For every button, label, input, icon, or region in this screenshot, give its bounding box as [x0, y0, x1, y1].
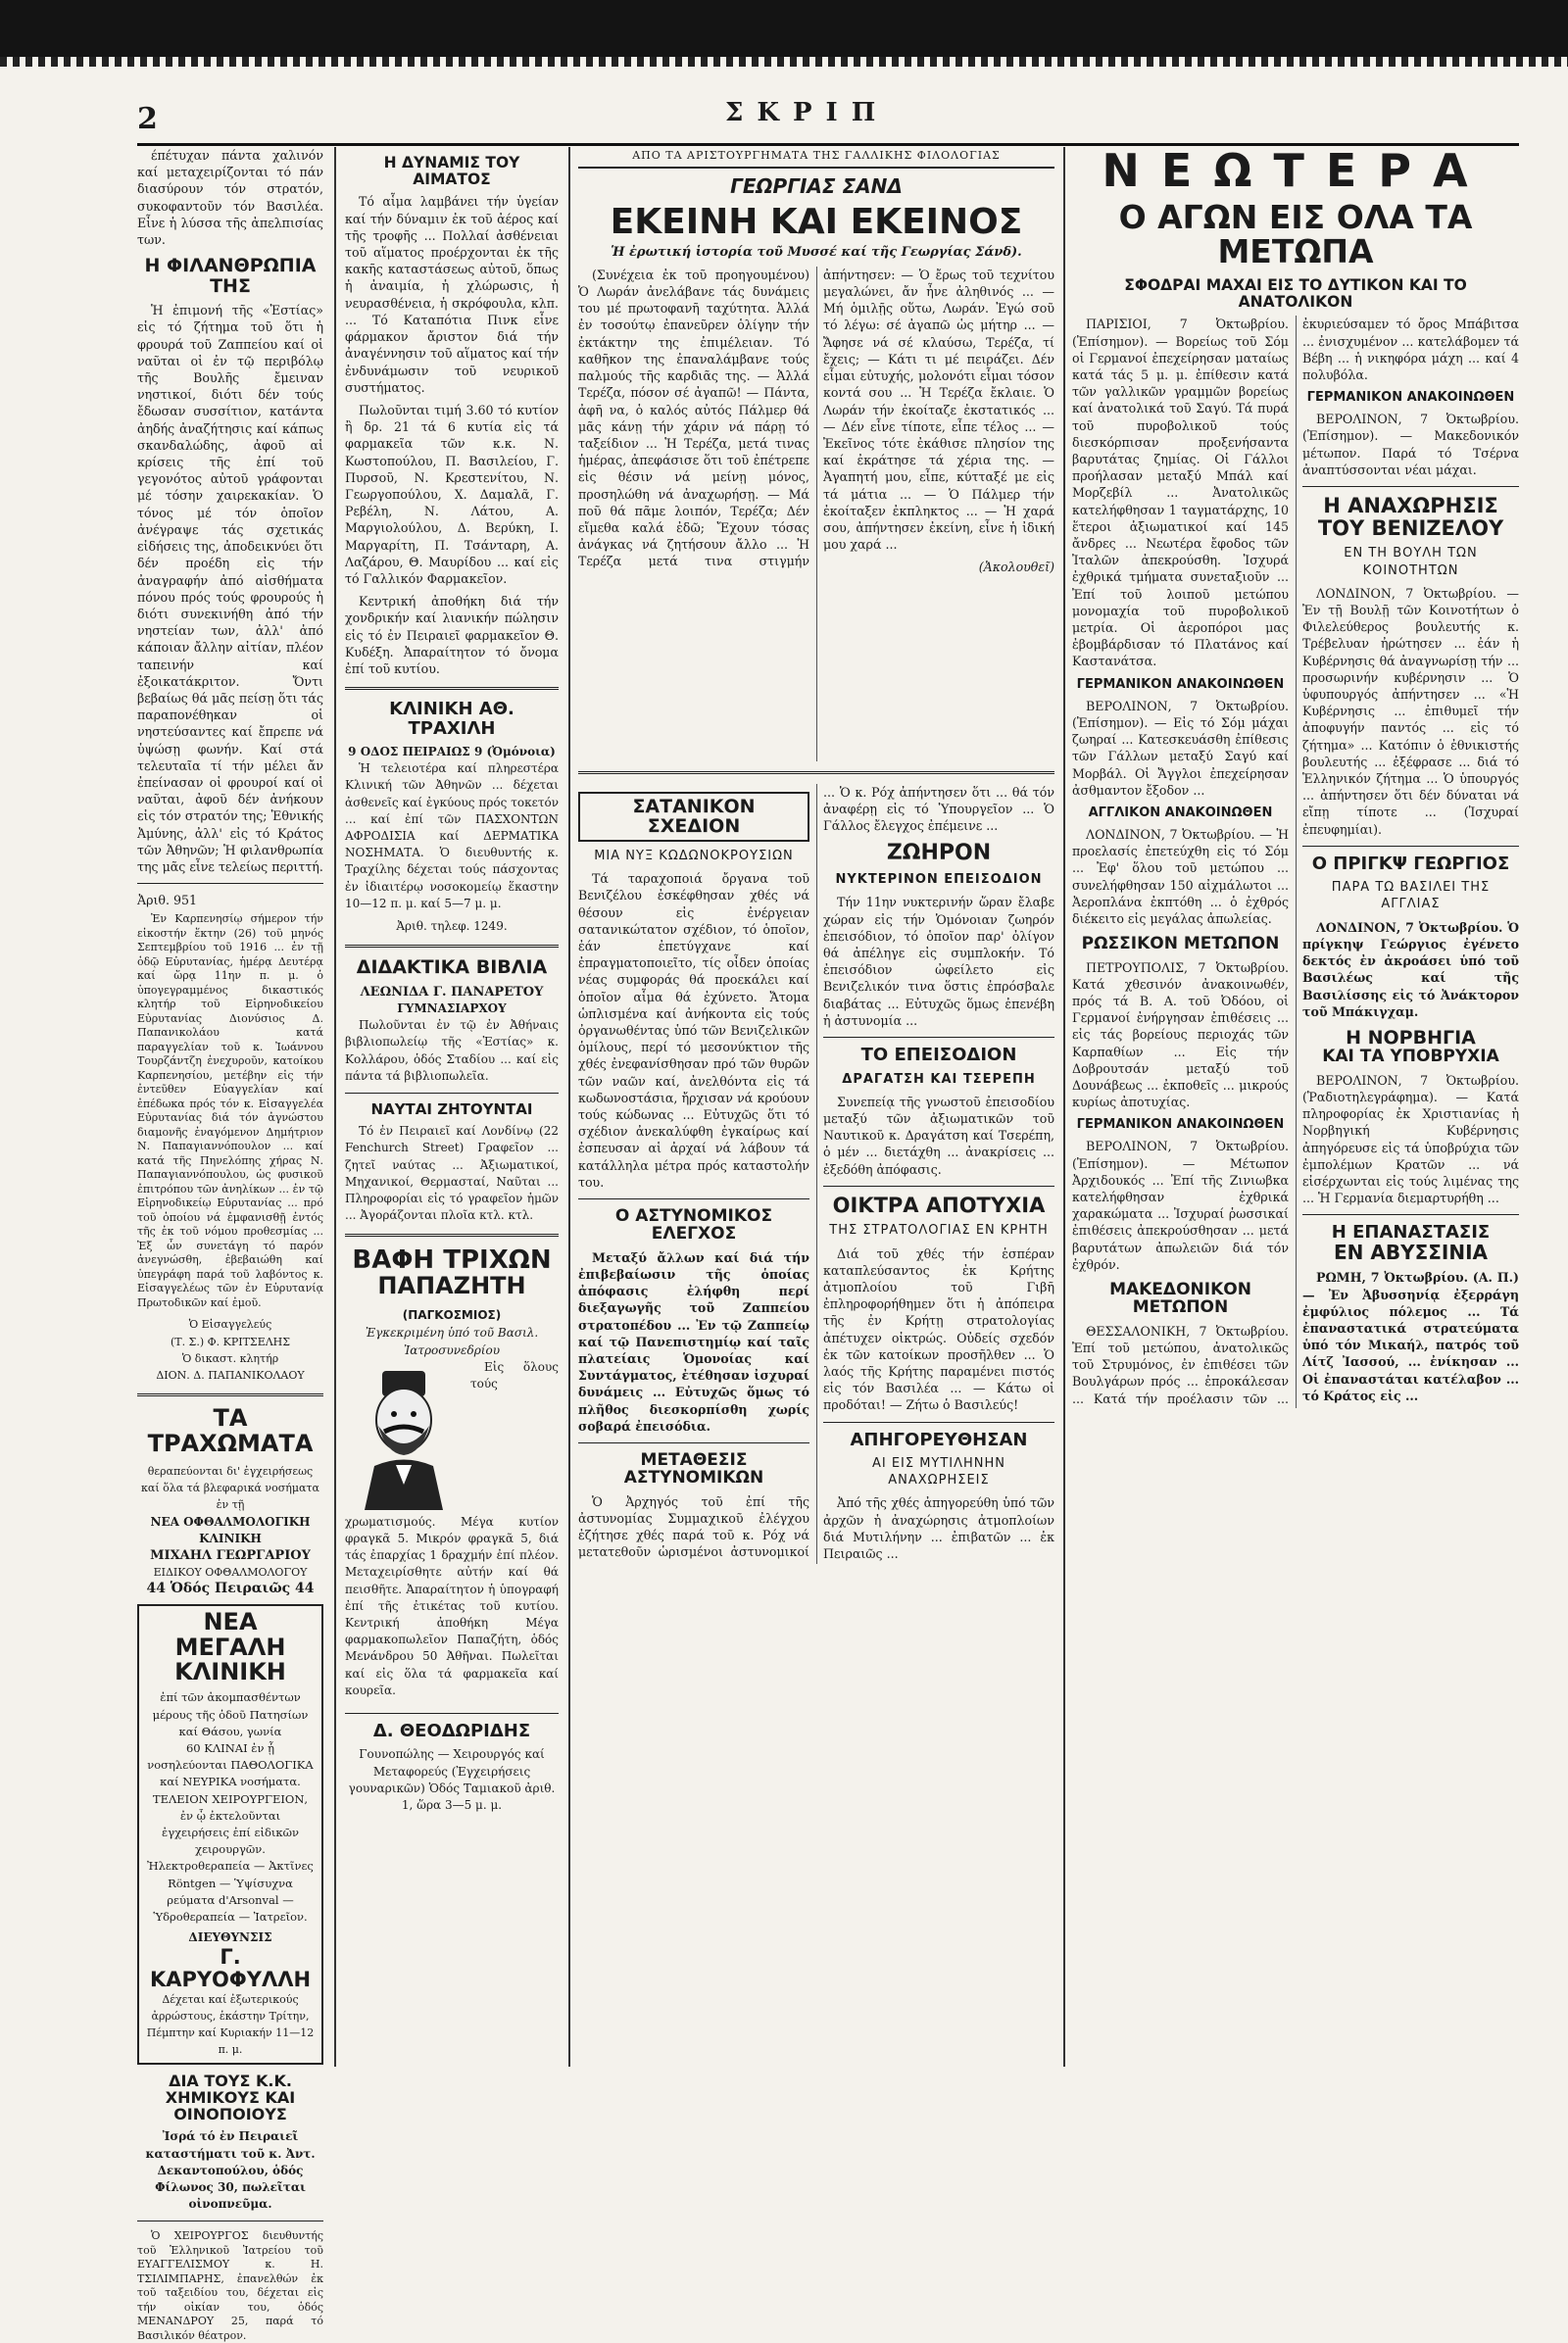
ban-body: Ἀπό τῆς χθές ἀπηγορεύθη ὑπό τῶν ἀρχῶν ἡ ἀναχώρησις ἀτμοπλοίων διά Μυτιλήνην ... ἐπιβατῶν ... ἐκ Πειραιῶς ...	[823, 1495, 1054, 1562]
trachomata-doctor: ΜΙΧΑΗΛ ΓΕΩΡΓΑΡΙΟΥ	[150, 1548, 311, 1563]
philanthropy-title: Η ΦΙΛΑΝΘΡΩΠΙΑ ΤΗΣ	[144, 255, 317, 297]
philanthropy-body: Ἡ ἐπιμονή τῆς «Ἑστίας» εἰς τό ζήτημα τοῦ ὅτι ἡ φρουρά τοῦ Ζαππείου καί οἱ ναῦται οἱ ἐν τῷ περιβόλῳ τῆς Βουλῆς ἔμειναν νηστικοί, διότι δέν τούς ἔδωσαν συσσίτιον, κατάντα ἀηδής ἀναζήτησις καί κάπως σκανδαλώδης, ἀφοῦ αἱ κρίσεις τῆς ἐπί τοῦ γεγονότος αὐτοῦ γράφονται μέ τόσην χαιρεκακίαν. Ὁ τόνος μέ τόν ὁποῖον ἀνέγραψε τάς σχετικάς εἰδήσεις της, ἀποδεικνύει ὅτι δέν προέδη εἰς τήν ἀναγραφήν ἀπό αἰσθήματα πόνου πρός τούς φρουρούς ἡ διότι συνεκινήθη ἀπό τήν νηστείαν των, ἀλλ' ἀπό κάποιαν ἄλλην αἰτίαν, πλέον ταπεινήν καί ἐξοικατάκριτον. Ὄντι βεβαίως θά μᾶς πείσῃ ὅτι τάς παραπονέθηκαν οἱ νηστεύσαντες καί ἔπρεπε νά ὑψώσῃ φωνήν. Καί στά τελευταῖα τί τήν μέλει ἄν ἐπείνασαν οἱ φρουροί καί οἱ ναῦται, ἀφοῦ δέν ἀνήκουν εἰς τόν στρατόν της; Ἐθνικής Ἀμύνης, ἀλλ' εἰς τό Κράτος τῶν Ἀθηνῶν; Ἡ φιλανθρωπία της μᾶς εἶνε τελείως περιττή.	[137, 303, 323, 874]
departure-subtitle: ΕΝ ΤΗ ΒΟΥΛΗ ΤΩΝ ΚΟΙΝΟΤΗΤΩΝ	[1344, 546, 1478, 578]
serial-continued: (Ἀκολουθεῖ)	[978, 560, 1054, 575]
paper-name: ΣΚΡΙΠ	[725, 98, 890, 127]
furrier-body: Γουνοπώλης — Χειρουργός καί Μεταφορεύς (Ἐγχειρήσεις γουναρικῶν) Ὁδός Ταμιακοῦ ἀριθ. 1, ὥρα 3—5 μ. μ.	[348, 1747, 556, 1812]
departure-title: Η ΑΝΑΧΩΡΗΣΙΣ	[1323, 494, 1498, 518]
page-number: 2	[137, 102, 158, 136]
trachomata-address: 44 Ὁδός Πειραιῶς 44	[146, 1581, 315, 1597]
departure-title-2: ΤΟΥ ΒΕΝΙΖΕΛΟΥ	[1317, 515, 1504, 540]
english-title: ΑΓΓΛΙΚΟΝ ΑΝΑΚΟΙΝΩΘΕΝ	[1088, 805, 1273, 820]
column-1	[137, 147, 323, 2342]
notice-sig2: ΔΙΟΝ. Δ. ΠΑΠΑΝΙΚΟΛΑΟΥ	[156, 1368, 305, 1382]
divider	[345, 1093, 559, 1094]
satanic-title: ΣΑΤΑΝΙΚΟΝ ΣΧΕΔΙΟΝ	[578, 792, 809, 842]
clinic-hours: Δέχεται καί ἐξωτερικούς ἀρρώστους, ἑκάστην Τρίτην, Πέμπτην καί Κυριακήν 11—12 π. μ.	[146, 1992, 315, 2057]
abyssinia-body: ΡΩΜΗ, 7 Ὀκτωβρίου. (Α. Π.) — Ἐν Ἀβυσσηνίᾳ ἐξερράγη ἐμφύλιος πόλεμος ... Τά ἐπαναστατικά στρατεύματα ὑπό τόν Μικαήλ, πατρός τοῦ Λίτζ Ἰασσού, ... ἐνίκησαν ... Οἱ ἐπαναστάται κατέλαβον ... τό Κράτος εἰς ...	[1302, 1270, 1519, 1403]
divider	[1302, 486, 1519, 487]
divider	[578, 1442, 809, 1443]
crete-title: ΟΙΚΤΡΑ ΑΠΟΤΥΧΙΑ	[832, 1193, 1046, 1217]
serial-subtitle: Ἡ ἐρωτική ἱστορία τοῦ Μυσσέ καί τῆς Γεωργίας Σάνδ).	[611, 244, 1022, 260]
blood-sale: Πωλοῦνται τιμή 3.60 τό κυτίον ἢ δρ. 21 τά 6 κυτία εἰς τά φαρμακεῖα τῶν κ.κ. Ν. Κωστοπούλου, Π. Βασιλείου, Γ. Πυρσοῦ, Ν. Κρεστενίτου, Ν. Γεωργοπούλου, Χ. Δαμαλᾶ, Γ. Ρεβέλη, Ν. Λάτου, Α. Μαργιολούλου, Δ. Βερύκη, Ι. Μαργαρίτη, Π. Τσάνταρη, Α. Λαζάρου, Θ. Μαυρίδου ... καί εἰς τό Γαλλικόν Φαρμακεῖον.	[345, 402, 559, 586]
hair-dye-author-name: ΠΑΠΑΖΗΤΗ	[377, 1272, 526, 1300]
departure-body: ΛΟΝΔΙΝΟΝ, 7 Ὀκτωβρίου. — Ἐν τῇ Βουλῇ τῶν Κοινοτήτων ὁ Φιλελεύθερος βουλευτής κ. Τρέβελυαν ἠρώτησεν ... ἐάν ἡ Κυβέρνησις θά ἀναγνωρίσῃ τήν ... προσωρινήν κυβέρνησιν ... Ὁ ὑφυπουργός ἀπήντησεν ... «Ἡ Κυβέρνησις ... ἐπιθυμεῖ τήν ἀποφυγήν παντός ... εἰς τό ζήτημα» ... Κατόπιν ὁ ἐθνικιστής βουλευτής ... ἐξέφρασε ... διά τό Ἑλληνικόν ζήτημα ... Ὁ ὑπουργός ... ἀπήντησεν ὅτι δέν δύναται νά εἴπῃ τίποτε ... (Ἰσχυραί ἐπευφημίαι).	[1302, 585, 1519, 837]
clinic-director-label: ΔΙΕΥΘΥΝΣΙΣ	[188, 1930, 272, 1945]
masthead	[137, 94, 1519, 146]
crete-body: Διά τοῦ χθές τήν ἑσπέραν καταπλεύσαντος ἐκ Κρήτης ἀτμοπλοίου τοῦ Γιβῆ ἐπληροφορήθημεν ὅτι ἡ ἀπόπειρα τῆς ἐν Κρήτῃ στρατολογίας ἀπέτυχεν οἰκτρώς. Οὐδείς σχεδόν ἐκ τῶν κατοίκων προσῆλθεν ... Ὁ λαός τῆς Κρήτης παραμένει πιστός εἰς τόν Βασιλέα ... — Κάτω οἱ προδόται! — Ζήτω ὁ Βασιλεύς!	[823, 1245, 1054, 1413]
night-subtitle: ΝΥΚΤΕΡΙΝΟΝ ΕΠΕΙΣΟΔΙΟΝ	[835, 872, 1043, 888]
trachili-address: 9 ΟΔΟΣ ΠΕΙΡΑΙΩΣ 9 (Ὀμόνοια)	[348, 745, 556, 759]
clinic-surgery: ΤΕΛΕΙΟΝ ΧΕΙΡΟΥΡΓΕΙΟΝ, ἐν ᾧ ἐκτελοῦνται ἐγχειρήσεις ἐπί εἰδικῶν χειρουργῶν.	[152, 1791, 309, 1857]
german3-title: ΓΕΡΜΑΝΙΚΟΝ ΑΝΑΚΟΙΝΩΘΕΝ	[1306, 390, 1515, 406]
hair-dye-title: ΒΑΦΗ ΤΡΙΧΩΝ	[352, 1245, 552, 1276]
trachomata-body: θεραπεύονται δι' ἐγχειρήσεως καί ὅλα τά βλεφαρικά νοσήματα ἐν τῇ	[141, 1464, 319, 1512]
notice-number: Ἀριθ. 951	[137, 893, 198, 908]
books-role: ΓΥΜΝΑΣΙΑΡΧΟΥ	[397, 1001, 507, 1015]
clinic-title-1: ΝΕΑ	[203, 1607, 258, 1635]
episode-subtitle: ΔΡΑΓΑΤΣΗ ΚΑΙ ΤΣΕΡΕΠΗ	[842, 1071, 1036, 1087]
trachomata-role: ΕΙΔΙΚΟΥ ΟΦΘΑΛΜΟΛΟΓΟΥ	[153, 1566, 308, 1580]
trachili-tel: Ἀριθ. τηλεφ. 1249.	[396, 919, 508, 934]
abyssinia-title-2: ΕΝ ΑΒΥΣΣΙΝΙΑ	[1334, 1240, 1488, 1264]
surgeon-notice: Ὁ ΧΕΙΡΟΥΡΓΟΣ διευθυντής τοῦ Ἑλληνικοῦ Ἰατρείου τοῦ ΕΥΑΓΓΕΛΙΣΜΟΥ κ. Η. ΤΣΙΛΙΜΠΑΡΗΣ, ἐπανελθών ἐκ τοῦ ταξειδίου του, δέχεται εἰς τήν οἰκίαν του, ὁδός ΜΕΝΑΝΔΡΟΥ 25, παρά τό Βασιλικόν θέατρον.	[137, 2229, 323, 2342]
books-title: ΔΙΔΑΚΤΙΚΑ ΒΙΒΛΙΑ	[356, 956, 548, 979]
man-portrait-illustration	[345, 1363, 463, 1510]
blood-body: Τό αἷμα λαμβάνει τήν ὑγείαν καί τήν δύναμιν ἐκ τοῦ ἀέρος καί τῆς τροφῆς ... Πολλαί ἀσθένειαι τοῦ αἵματος προέρχονται ἐκ τῆς κακῆς καταστάσεως αὐτοῦ, ὅπως ἡ ἀναιμία, ἡ χλώρωσις, ἡ νευρασθένεια, ἡ σκρόφουλα, κλπ. ... Τό Καταπότια Πινκ εἶνε φάρμακον ἄριστον διά τήν ἀναγέννησιν τοῦ αἵματος καί τήν ἐνδυνάμωσιν τοῦ νευρικοῦ συστήματος.	[345, 194, 559, 395]
norway-subtitle: ΚΑΙ ΤΑ ΥΠΟΒΡΥΧΙΑ	[1322, 1047, 1499, 1067]
hair-dye-author	[345, 1274, 559, 1325]
news-columns	[1072, 316, 1519, 1408]
section-label: ΑΠΟ ΤΑ ΑΡΙΣΤΟΥΡΓΗΜΑΤΑ ΤΗΣ ΓΑΛΛΙΚΗΣ ΦΙΛΟΛΟΓΙΑΣ	[578, 147, 1054, 169]
column-3	[578, 147, 1054, 2067]
clinic-title-2: ΜΕΓΑΛΗ ΚΛΙΝΙΚΗ	[174, 1633, 286, 1686]
hair-dye-author-note: (ΠΑΓΚΟΣΜΙΟΣ)	[402, 1308, 502, 1323]
divider	[578, 771, 1054, 774]
german-body: ΒΕΡΟΛΙΝΟΝ, 7 Ὀκτωβρίου. (Ἐπίσημον). — Εἰς τό Σόμ μάχαι ζωηραί ... Κατεσκευάσθη ἐπίθεσις τῶν Γάλλων μεταξύ Σαγύ καί Μορβάλ. Οἱ Ἄγγλοι ἐπεχείρησαν ἀσθμαντον ἔξοδον ...	[1072, 698, 1289, 798]
clinic-electro: Ἠλεκτροθεραπεία — Ἀκτῖνες Röntgen — Ὑψίσυχνα ρεύματα d'Arsonval — Ὑδροθεραπεία — Ἰατρεῖον.	[147, 1859, 314, 1924]
serial-title: ΕΚΕΙΝΗ ΚΑΙ ΕΚΕΙΝΟΣ	[610, 201, 1023, 242]
notice-sig-label: Ὁ Εἰσαγγελεύς	[188, 1318, 272, 1332]
dark-scan-border	[0, 0, 1568, 61]
hair-dye-sub: Ἐγκεκριμένη ὑπό τοῦ Βασιλ. Ἰατροσυνεδρίου	[365, 1326, 539, 1357]
divider	[823, 1186, 1054, 1187]
column-divider	[334, 147, 336, 2067]
russian-body: ΠΕΤΡΟΥΠΟΛΙΣ, 7 Ὀκτωβρίου. Κατά χθεσινόν ἀνακοινωθέν, πρός τά Β. Α. τοῦ Ὀδόου, οἱ Γερμανοί ἐνήργησαν ἐπιθέσεις ... εἰς τάς βορείους περιοχάς τῶν Καρπαθίων ... Εἰς τήν Δοβρουτσάν μεταξύ τοῦ Δουνάβεως ... ἐκποθεῖς ... μικρούς κυρίως ἀποτυχίας.	[1072, 959, 1289, 1110]
divider	[137, 1393, 323, 1396]
transfer-body: Ὁ Ἀρχηγός τοῦ ἐπί τῆς ἀστυνομίας Συμμαχικοῦ ἐλέγχου ἐζήτησε χθές παρά τοῦ κ. Ρόχ νά μετατεθοῦν ὡρισμένοι ἀστυνομικοί ... Ὁ κ. Ρόχ ἀπήντησεν ὅτι ... θά τόν ἀναφέρῃ εἰς τό Ὑπουργεῖον ... Ὁ Γάλλος ἔλεγχος ἐπέμεινε ...	[578, 784, 1054, 1560]
police-body: Μεταξύ ἄλλων καί διά τήν ἐπιβεβαίωσιν τῆς ὁποίας ἀπόφασις ἐλήφθη περί διεξαγωγῆς τοῦ Ζαππείου στρατοπέδου ... Ἐν τῷ Ζαππείῳ καί τῷ Πανεπιστημίῳ καί ταῖς πλατείαις Ὁμονοίας καί Συντάγματος, ἐτέθησαν ἰσχυραί δυνάμεις ... Εὐτυχῶς ὅμως τό πλῆθος διεσκορπίσθη χωρίς σοβαρά ἐπεισόδια.	[578, 1249, 809, 1434]
satanic-subtitle: ΜΙΑ ΝΥΞ ΚΩΔΩΝΟΚΡΟΥΣΙΩΝ	[594, 848, 794, 863]
divider	[345, 1234, 559, 1237]
divider	[1302, 846, 1519, 847]
prince-title: Ο ΠΡΙΓΚΨ ΓΕΩΡΓΙΟΣ	[1311, 853, 1510, 874]
norway-body: ΒΕΡΟΛΙΝΟΝ, 7 Ὀκτωβρίου. (Ῥαδιοτηλεγράφημα). — Κατά πληροφορίας ἐκ Χριστιανίας ἡ Νορβηγική Κυβέρνησις ἀπηγόρευσε εἰς τά ὑποβρύχια τῶν ἐμπολέμων Κρατῶν ... νά εἰσέρχωνται εἰς τούς λιμένας της ... Ἡ Γερμανία διεμαρτυρήθη ...	[1302, 1072, 1519, 1206]
english-body: ΛΟΝΔΙΝΟΝ, 7 Ὀκτωβρίου. — Ἡ προελασίς ἐπετεύχθη εἰς τό Σόμ ... Ἐφ' ὅλου τοῦ μετώπου ... συνελήφθησαν 150 αἰχμάλωτοι ... Ἀεροπλάνα ἐκπτόθη ... ὁ ἐχθρός διέκειτο εἰς μεγάλας ἀπωλείας.	[1072, 826, 1289, 926]
divider	[823, 1422, 1054, 1423]
german-title: ΓΕΡΜΑΝΙΚΟΝ ΑΝΑΚΟΙΝΩΘΕΝ	[1076, 676, 1285, 692]
abyssinia-title: Η ΕΠΑΝΑΣΤΑΣΙΣ	[1331, 1222, 1491, 1244]
episode-body: Συνεπείᾳ τῆς γνωστοῦ ἐπεισοδίου μεταξύ τῶν ἀξιωματικῶν τοῦ Ναυτικοῦ κ. Δραγάτση καί Τσερέπη, ὁ μέν ... διετάχθη ... ἀνακρίσεις ... ἐξεδόθη ἀπόφασις.	[823, 1094, 1054, 1177]
ban-subtitle: ΑΙ ΕΙΣ ΜΥΤΙΛΗΝΗΝ ΑΝΑΧΩΡΗΣΕΙΣ	[871, 1456, 1006, 1489]
prince-body: ΛΟΝΔΙΝΟΝ, 7 Ὀκτωβρίου. Ὁ πρίγκηψ Γεώργιος ἐγένετο δεκτός ἐν ἀκροάσει ὑπό τοῦ Βασιλέως καί τῆς Βασιλίσσης εἰς τό Ἀνάκτορον τοῦ Μπάκιγχαμ.	[1302, 919, 1519, 1019]
divider	[137, 883, 323, 884]
transfer-title: ΜΕΤΑΘΕΣΙΣ ΑΣΤΥΝΟΜΙΚΩΝ	[623, 1449, 764, 1489]
clinic-body: ἐπί τῶν ἀκομπασθέντων μέρους τῆς ὁδοῦ Πατησίων καί Θάσου, γωνία	[152, 1690, 309, 1738]
night-title: ΖΩΗΡΟΝ	[886, 841, 992, 866]
furrier-title: Δ. ΘΕΟΔΩΡΙΔΗΣ	[372, 1720, 531, 1741]
column-2	[345, 147, 559, 2067]
night-body: Τήν 11ην νυκτερινήν ὥραν ἔλαβε χώραν εἰς τήν Ὁμόνοιαν ζωηρόν ἐπεισόδιον, τό ὁποῖον παρ' ὀλίγον θά ἀπέληγε εἰς συμπλοκήν. Τό ἐπεισόδιον ὠφείλετο εἰς Βενιζελικόν τινα ὅστις ἐπρόσβαλε διαβάτας ... Εὐτυχῶς ὅμως ἐπενέβη ἡ ἀστυνομία ...	[823, 895, 1054, 1028]
police-title: Ο ΑΣΤΥΝΟΜΙΚΟΣ ΕΛΕΓΧΟΣ	[614, 1205, 773, 1245]
front-body: ΠΑΡΙΣΙΟΙ, 7 Ὀκτωβρίου. (Ἐπίσημον). — Βορείως τοῦ Σόμ οἱ Γερμανοί ἐπεχείρησαν ματαίως κατά τάς 5 μ. μ. ἐπίθεσιν κατά τῶν γαλλικῶν γραμμῶν βορείως καί ἀνατολικά τοῦ Σαγύ. Τά πυρά τοῦ πυροβολικοῦ τούς διεσκόρπισαν προξενήσαντα βαρυτάτας ζημίας. Οἱ Γάλλοι προήλασαν μεταξύ Μπάλ καί Μορζεβίλ ... Ἀνατολικῶς κατελήφθησαν 1 ταγματάρχης, 10 ἕτεροι ἀξιωματικοί καί 145 ἄνδρες ... Νεωτέρα ἔφοδος τῶν Ἰταλῶν ἀπεκρούσθη. Ἰσχυρά ἐχθρικά τμήματα συνεταξιοῦν ... Ἐπί τοῦ λοιποῦ μετώπου μονομαχία τοῦ πυροβολικοῦ μετρία. Οἱ ἀεροπόροι μας ἐβομβάρδισαν τό Πλατάνος καί Καστανάτσα.	[1072, 317, 1289, 669]
serial-text-columns	[578, 267, 1054, 761]
divider	[345, 1713, 559, 1714]
trachomata-title: ΤΑ ΤΡΑΧΩΜΑΤΑ	[147, 1404, 314, 1458]
article-text: έπέτυχαν πάντα χαλινόν καί μεταχειρίζονται τό πάν διασύρουν τόν στρατόν, συκοφαντοῦν τόν Βασιλέα. Εἶνε ἡ λύσσα τῆς ἀπελπισίας των.	[137, 148, 323, 248]
books-author: ΛΕΩΝΙΔΑ Γ. ΠΑΝΑΡΕΤΟΥ	[360, 984, 544, 1000]
divider	[1302, 1214, 1519, 1215]
ban-title: ΑΠΗΓΟΡΕΥΘΗΣΑΝ	[850, 1429, 1028, 1450]
column-divider	[568, 147, 570, 2067]
column-4	[1072, 144, 1519, 2067]
divider	[578, 1198, 809, 1199]
serial-author: ΓΕΩΡΓΙΑΣ ΣΑΝΔ	[730, 174, 903, 199]
news-header: ΝΕΩΤΕΡΑ	[1102, 144, 1490, 197]
sailors-body: Τό ἐν Πειραιεῖ καί Λονδίνῳ (22 Fenchurch Street) Γραφεῖον ... ζητεῖ ναύτας ... Ἀξιωματικοί, Μηχανικοί, Θερμασταί, Ναῦται ... Πληροφορίαι εἰς τό γραφεῖον ἡμῶν ... Ἀγοράζονται πλοῖα κτλ. κτλ.	[345, 1124, 559, 1223]
german3-body: ΒΕΡΟΛΙΝΟΝ, 7 Ὀκτωβρίου. (Ἐπίσημον). — Μακεδονικόν μέτωπον. Παρά τό Τσέρνα ἀναπτύσσονται νέαι μάχαι.	[1302, 412, 1519, 477]
trachili-title: ΚΛΙΝΙΚΗ ΑΘ. ΤΡΑΧΙΛΗ	[389, 699, 514, 739]
chemists-title: ΔΙΑ ΤΟΥΣ Κ.Κ. ΧΗΜΙΚΟΥΣ ΚΑΙ ΟΙΝΟΠΟΙΟΥΣ	[165, 2071, 296, 2124]
sailors-title: ΝΑΥΤΑΙ ΖΗΤΟΥΝΤΑΙ	[370, 1100, 533, 1118]
column-divider	[1063, 147, 1065, 2067]
trachomata-clinic: ΝΕΑ ΟΦΘΑΛΜΟΛΟΓΙΚΗ ΚΛΙΝΙΚΗ	[150, 1514, 311, 1545]
front-title: Ο ΑΓΩΝ ΕΙΣ ΟΛΑ ΤΑ ΜΕΤΩΠΑ	[1118, 197, 1473, 271]
clinic-ad	[137, 1604, 323, 2065]
notice-sig: (Τ. Σ.) Φ. ΚΡΙΤΣΕΛΗΣ	[170, 1335, 291, 1348]
blood-depot: Κεντρική ἀποθήκη διά τήν χονδρικήν καί λιανικήν πώλησιν εἰς τό ἐν Πειραιεῖ φαρμακεῖον Θ. Κυδέξη. Ἀπαραίτητον τό ὄνομα ἐπί τοῦ κυτίου.	[345, 594, 559, 676]
divider	[345, 687, 559, 690]
hair-dye-body: Εἰς ὅλους τούς χρωματισμούς. Μέγα κυτίον φραγκᾶ 5. Μικρόν φραγκᾶ 5, διά τάς ἐπαρχίας 1 δραχμήν ἐπί πλέον. Μεταχειρίσθητε αὐτήν καί θά πεισθῆτε. Ἀπαραίτητον ἡ ὑπογραφή ἐπί τῆς ἐτικέτας τοῦ κυτίου. Κεντρική ἀποθήκη Μέγα φαρμακοπωλεῖον Παπαζήτη, ὁδός Μενάνδρου 50 Ἀθῆναι. Πωλεῖται καί εἰς ὅλα τά φαρμακεῖα καί κουρεῖα.	[345, 1359, 559, 1697]
german2-title: ΓΕΡΜΑΝΙΚΟΝ ΑΝΑΚΟΙΝΩΘΕΝ	[1076, 1117, 1285, 1133]
notice-sig2-label: Ὁ δικαστ. κλητήρ	[181, 1351, 279, 1365]
blood-title: Η ΔΥΝΑΜΙΣ ΤΟΥ ΑΙΜΑΤΟΣ	[383, 154, 520, 188]
macedonian-body: ΘΕΣΣΑΛΟΝΙΚΗ, 7 Ὀκτωβρίου. Ἐπί τοῦ μετώπου, ἀνατολικῶς τοῦ Στρυμόνος, ἐν ἐπιθέσει τῶν Βουλγάρων πρός ... ἐπροκάλεσαν ... Κατά τήν προέλασιν τῶν ... ἐκυριεύσαμεν τό ὄρος Μπάβιτσα ... ἐνισχυμένον ... κατελάβομεν τά Βέβη ... ἡ νικηφόρα μάχη ... καί 4 πολυβόλα.	[1072, 317, 1519, 1406]
notice-body: Ἐν Καρπενησίῳ σήμερον τήν εἰκοστήν ἕκτην (26) τοῦ μηνός Σεπτεμβρίου τοῦ 1916 ... ἐν τῇ ὁδῷ Εὐρυτανίας, ἡμέρᾳ Δευτέρᾳ καί ὥρᾳ 11ην π. μ. ὁ ὑπογεγραμμένος δικαστικός κλητήρ τοῦ Εἰρηνοδικείου Εὐρυτανίας Διονύσιος Δ. Παπανικολάου κατά παραγγελίαν τοῦ κ. Ἰωάννου Τουρζάντζη ἐνεχυροῦν, κατοίκου Καρπενησίου, μετέβην εἰς τήν ἐντεῦθεν Εὐαγγελίαν καί ἐπέδωκα πρός τόν κ. Εἰσαγγελέα Εὐρυτανίας διά τόν ἀγνώστου διαμονῆς ἐναγόμενον Δημήτριον Ν. Παπαγιαννόπουλον ... καί κατά τῆς Πηνελόπης χήρας Ν. Παπαγιαννόπουλου, ὡς φυσικοῦ ἐπιτρόπου τῶν ἀνηλίκων ... ἐν τῷ Εἰρηνοδικείῳ Εὐρυτανίας ... πρό τοῦ ὁποίου νά ἐμφανισθῇ ἐντός τῆς ἐκ τοῦ νόμου προθεσμίας ... Ἐξ ὧν συνετάγη τό παρόν ἀνεγνώσθη, ἐβεβαιώθη καί ὑπεγράφη παρά τοῦ λαβόντος κ. Εἰσαγγελέως τῶν ἐν Εὐρυτανίᾳ Πρωτοδικῶν καί ἐμοῦ.	[137, 912, 323, 1309]
norway-title: Η ΝΟΡΒΗΓΙΑ	[1346, 1026, 1476, 1049]
front-subtitle: ΣΦΟΔΡΑΙ ΜΑΧΑΙ ΕΙΣ ΤΟ ΔΥΤΙΚΟΝ ΚΑΙ ΤΟ ΑΝΑΤΟΛΙΚΟΝ	[1124, 275, 1467, 311]
macedonian-title: ΜΑΚΕΔΟΝΙΚΟΝ ΜΕΤΩΠΟΝ	[1109, 1280, 1251, 1318]
clinic-beds: 60 ΚΛΙΝΑΙ ἐν ᾗ νοσηλεύονται ΠΑΘΟΛΟΓΙΚΑ καί ΝΕΥΡΙΚΑ νοσήματα.	[147, 1740, 314, 1789]
serial-body: (Συνέχεια ἐκ τοῦ προηγουμένου) Ὁ Λωράν ἀνελάβανε τάς δυνάμεις του μέ πρωτοφανῆ ταχύτητα. Ἀλλά ἐν τοσούτῳ ἐπανεῦρεν ὁλίγην τήν ἐκτάκτην της ἐπιμέλειαν. Τό καθῆκον της ἐπαναλάμβανε τούς παλμούς τῆς καρδιᾶς της. — Ἀλλά Τερέζα, πόσον σέ ἀγαπῶ! — Πάντα, ἀφῆ να, ὁ καλός αὐτός Πάλμερ θά μᾶς κάνῃ τήν χάριν νά πάρῃ τό ταξείδιον ... Ἡ Τερέζα, μετά τινας ἡμέρας, ἀπεφάσισε ὅτι τοῦ ἐπέτρεπε εἰς θέσιν νά μείνῃ μόνος, προσηλώθη νά ἀναχωρήσῃ. — Μά ποῦ θά πᾶμε λοιπόν, Τερέζα; Δέν εἴμεθα καλά ἐδῶ; Ἔχουν τόσας ἀνάγκας νά ζητήσουν ἄλλο ... Ἡ Τερέζα μετά τινα στιγμήν ἀπήντησεν: — Ὁ ἔρως τοῦ τεχνίτου μεγαλώνει, ἄν ἦνε ἀληθινός ... — Μή ὁμιλῇς οὕτω, Λωράν. Ἐγώ σοῦ τό λέγω: σέ ἀγαπῶ ὡς μήτηρ ... — Ἄφησε νά σέ κλαύσω, Τερέζα, τί ἔχεις; — Κάτι τι μέ πειράζει. Δέν εἶμαι εὐτυχής, μολονότι εἶμαι τόσον κοντά σου ... Ἡ Τερέζα ἔκλαιε. Ὁ Λωράν τήν ἐκοίταζε ἐκστατικός ... — Δέν εἶνε τίποτε, εἶπε τέλος ... — Ἐκεῖνος τότε ἐκάθισε πλησίον της καί ἐκράτησε τά χέρια της. — Ἀγαπητή μου, εἶπε, κύτταξέ με εἰς τά μάτια ... — Ὁ Πάλμερ τήν ἐκοίταξεν ἐκπληκτος ... — Ἡ χαρά σου, ἀπήντησεν ἐκείνη, εἶνε ἡ ἰδική μου χαρά ...	[578, 267, 1054, 569]
russian-title: ΡΩΣΣΙΚΟΝ ΜΕΤΩΠΟΝ	[1081, 934, 1280, 954]
trachili-body: Ἡ τελειοτέρα καί πληρεστέρα Κλινική τῶν Ἀθηνῶν ... δέχεται ἀσθενεῖς καί ἐγκύους πρός τοκετόν ... καί ἐπί τῶν ΠΑΣΧΟΝΤΩΝ ΑΦΡΟΔΙΣΙΑ καί ΔΕΡΜΑΤΙΚΑ ΝΟΣΗΜΑΤΑ. Ὁ διευθυντής κ. Τραχίλης δέχεται τούς πάσχοντας ἐν ἰδιαιτέρῳ νοσοκομείῳ ἕκαστην 10—12 π. μ. καί 5—7 μ. μ.	[345, 761, 559, 910]
satanic-body: Τά ταραχοποιά ὄργανα τοῦ Βενιζέλου ἐσκέφθησαν χθές νά θέσουν εἰς ἐνέργειαν σατανικώτατον σχέδιον, τό ὁποῖον, ἐάν ἐπετύγχανε καί ἐπραγματοποιεῖτο, τίς οἶδεν ὁποίας νέας συμφοράς θά προεκάλει καί ὁποῖον αἷμα θά ἐχύνετο. Ἄτομα ὡπλισμένα καί ἀνήκοντα εἰς τούς ὀργανωθέντας ὑπό τῶν Βενιζελικῶν ὁμίλους, περί τό μεσονύκτιον τῆς χθές ἐνεφανίσθησαν πρό τῶν θυρῶν τῶν ναῶν καί, ἀνελθόντα εἰς τά κωδωνοστάσια, ἤρχισαν νά κρούουν τούς κώδωνας ... Εὐτυχῶς ὅτι τό σχέδιον ἀνεκαλύφθη ἐγκαίρως καί ἐσπευσαν αἱ ἀρχαί νά λάβουν τά κατάλληλα μέτρα πρός καταστολήν του.	[578, 871, 809, 1190]
chemists-body: Ἰσρά τό ἐν Πειραιεῖ καταστήματι τοῦ κ. Ἀντ. Δεκαντοπούλου, ὁδός Φίλωνος 30, πωλεῖται οἰνοπνεῦμα.	[145, 2129, 316, 2212]
crete-subtitle: ΤΗΣ ΣΤΡΑΤΟΛΟΓΙΑΣ ΕΝ ΚΡΗΤΗ	[829, 1223, 1049, 1239]
lower-news-columns	[578, 784, 1054, 1565]
clinic-director: Γ. ΚΑΡΥΟΦΥΛΛΗ	[149, 1945, 312, 1992]
german2-body: ΒΕΡΟΛΙΝΟΝ, 7 Ὀκτωβρίου. (Ἐπίσημον). — Μέτωπον Ἀρχιδουκός ... Ἐπί τῆς Ζινιωβκα κατελήφθησαν ἐχθρικά χαρακώματα ... Ἰσχυραί ῥωσσικαί ἐπιθέσεις ἀπεκρούσθησαν ... μετά βαρυτάτων ἀπωλειῶν διά τόν ἐχθρόν.	[1072, 1139, 1289, 1272]
books-body: Πωλοῦνται ἐν τῷ ἐν Ἀθήναις βιβλιοπωλείῳ τῆς «Ἑστίας» κ. Κολλάρου, ὁδός Σταδίου ... καί εἰς πάντα τά βιβλιοπωλεῖα.	[345, 1018, 559, 1083]
divider	[823, 1037, 1054, 1038]
prince-subtitle: ΠΑΡΑ ΤΩ ΒΑΣΙΛΕΙ ΤΗΣ ΑΓΓΛΙΑΣ	[1331, 880, 1491, 912]
divider	[345, 945, 559, 948]
episode-title: ΤΟ ΕΠΕΙΣΟΔΙΟΝ	[860, 1045, 1017, 1066]
